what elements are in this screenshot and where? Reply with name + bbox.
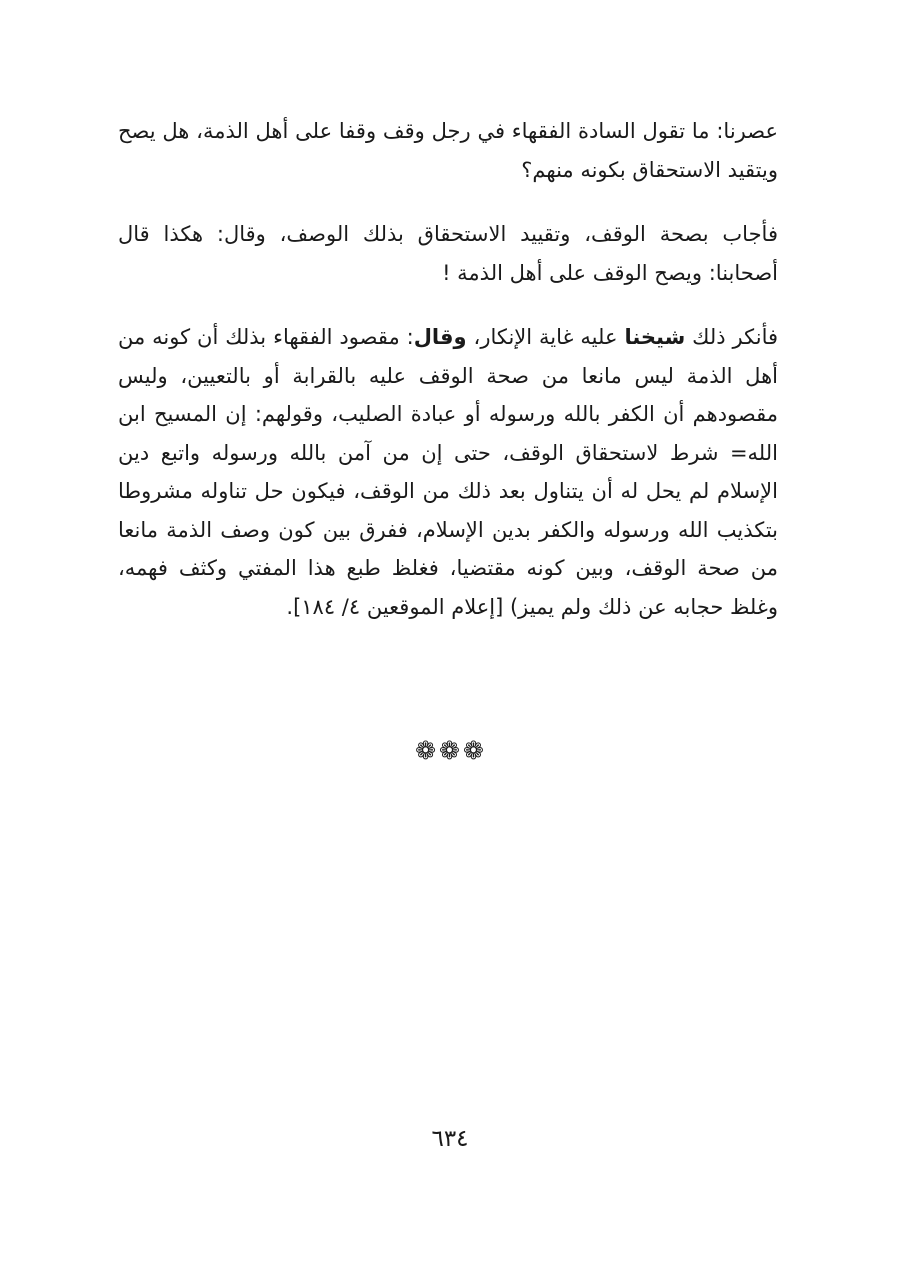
paragraph-text xyxy=(118,318,778,626)
flower-ornament-icon: ❁ xyxy=(439,736,461,765)
text-run: فأنكر ذلك xyxy=(685,325,779,349)
paragraph-text: عصرنا: ما تقول السادة الفقهاء في رجل وقف وقفا على أهل الذمة، هل يصح ويتقيد الاستحقاق بكونه منهم؟ xyxy=(118,119,778,182)
text-run: عليه غاية الإنكار، xyxy=(466,325,625,349)
paragraph-question xyxy=(118,112,778,189)
paragraph-answer xyxy=(118,215,778,292)
flower-ornament-icon: ❁ xyxy=(462,736,485,765)
bold-term-shaykhuna: شيخنا xyxy=(624,325,686,349)
paragraph-text: فأجاب بصحة الوقف، وتقييد الاستحقاق بذلك الوصف، وقال: هكذا قال أصحابنا: ويصح الوقف على أهل الذمة ! xyxy=(118,222,778,285)
paragraph-refutation xyxy=(118,318,778,626)
section-divider-ornament xyxy=(0,736,900,765)
bold-term-qala: وقال xyxy=(413,325,467,349)
text-run: : مقصود الفقهاء بذلك أن كونه من أهل الذمة ليس مانعا من صحة الوقف عليه بالقرابة أو بالتعيين، وليس مقصودهم أن الكفر بالله ورسوله أو عبادة الصليب، وقولهم: إن المسيح ابن الله= شرط لاستحقاق الوقف، حتى إن من آمن بالله ورسوله واتبع دين الإسلام لم يحل له أن يتناول بعد ذلك من الوقف، فيكون حل تناوله مشروطا بتكذيب الله ورسوله والكفر بدين الإسلام، ففرق بين كون وصف الذمة مانعا من صحة الوقف، وبين كونه مقتضيا، فغلظ طبع هذا المفتي وكثف فهمه، وغلظ حجابه عن ذلك ولم يميز) [إعلام الموقعين ٤/ ١٨٤]. xyxy=(118,325,778,619)
flower-ornament-icon: ❁ xyxy=(415,736,438,765)
page-number: ٦٣٤ xyxy=(431,1126,469,1152)
